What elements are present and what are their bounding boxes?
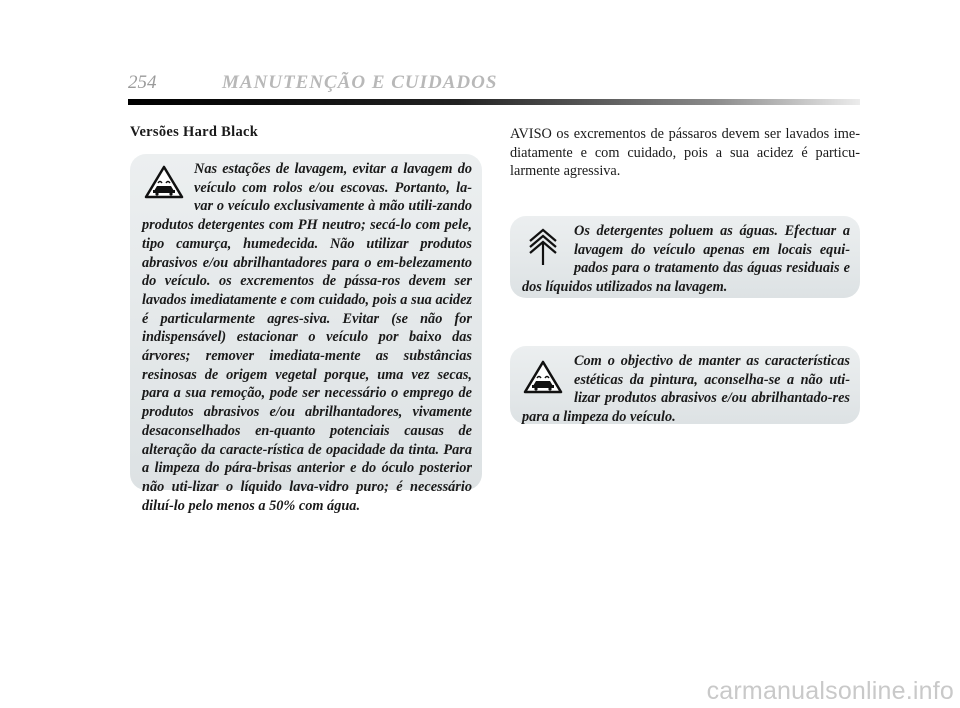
watermark[interactable]: carmanualsonline.info [706,677,954,705]
environment-note [510,216,860,298]
washing-warning-text: Nas estações de lavagem, evitar a lavagem do veículo com rolos e/ou escovas. Portanto, la-var o veículo exclusivamente à mão utili-zando produtos detergentes com PH neutro; secá-lo com pele, tipo camurça, humedecida. Não utilizar produtos abrasivos e/ou abrilhantadores para o em-belezamento do veículo. os excrementos de pássa-ros devem ser lavados imediatamente e com cuidado, pois a sua acidez é particularmente agres-siva. Evitar (se não for indispensável) estacionar o veículo por baixo das árvores; remover imediata-mente as substâncias resinosas de origem vegetal porque, uma vez secas, para a sua remoção, pode ser necessário o emprego de produtos abrasivos e/ou abrilhantadores, vivamente desaconselhados en-quanto potenciais causas de alteração da caracte-rística de opacidade da tinta. Para a limpeza do pára-brisas anterior e do óculo posterior não uti-lizar o líquido lava-vidro puro; é necessário diluí-lo pelo menos a 50% com água. [142,161,472,514]
warning-car-icon [522,356,564,398]
environment-tree-icon [522,226,564,268]
aviso-paragraph: AVISO os excrementos de pássaros devem ser lavados ime-diatamente e com cuidado, pois a sua acidez é particu-larmente agressiva. [510,126,860,180]
environment-note-text: Os detergentes poluem as águas. Efectuar a lavagem do veículo apenas em locais equi-pados para o tratamento das águas residuais e dos líquidos utilizados na lavagem. [522,223,850,296]
paint-warning-note [510,346,860,424]
paint-warning-text: Com o objectivo de manter as características estéticas da pintura, aconselha-se a não uti-lizar produtos abrasivos e/ou abrilhantado-res para a limpeza do veículo. [522,353,850,426]
section-title: MANUTENÇÃO E CUIDADOS [222,72,498,93]
warning-car-icon [142,164,186,200]
header-rule [128,99,860,105]
washing-warning-note [130,154,482,514]
subheading: Versões Hard Black [130,124,259,140]
page-number: 254 [128,72,157,93]
